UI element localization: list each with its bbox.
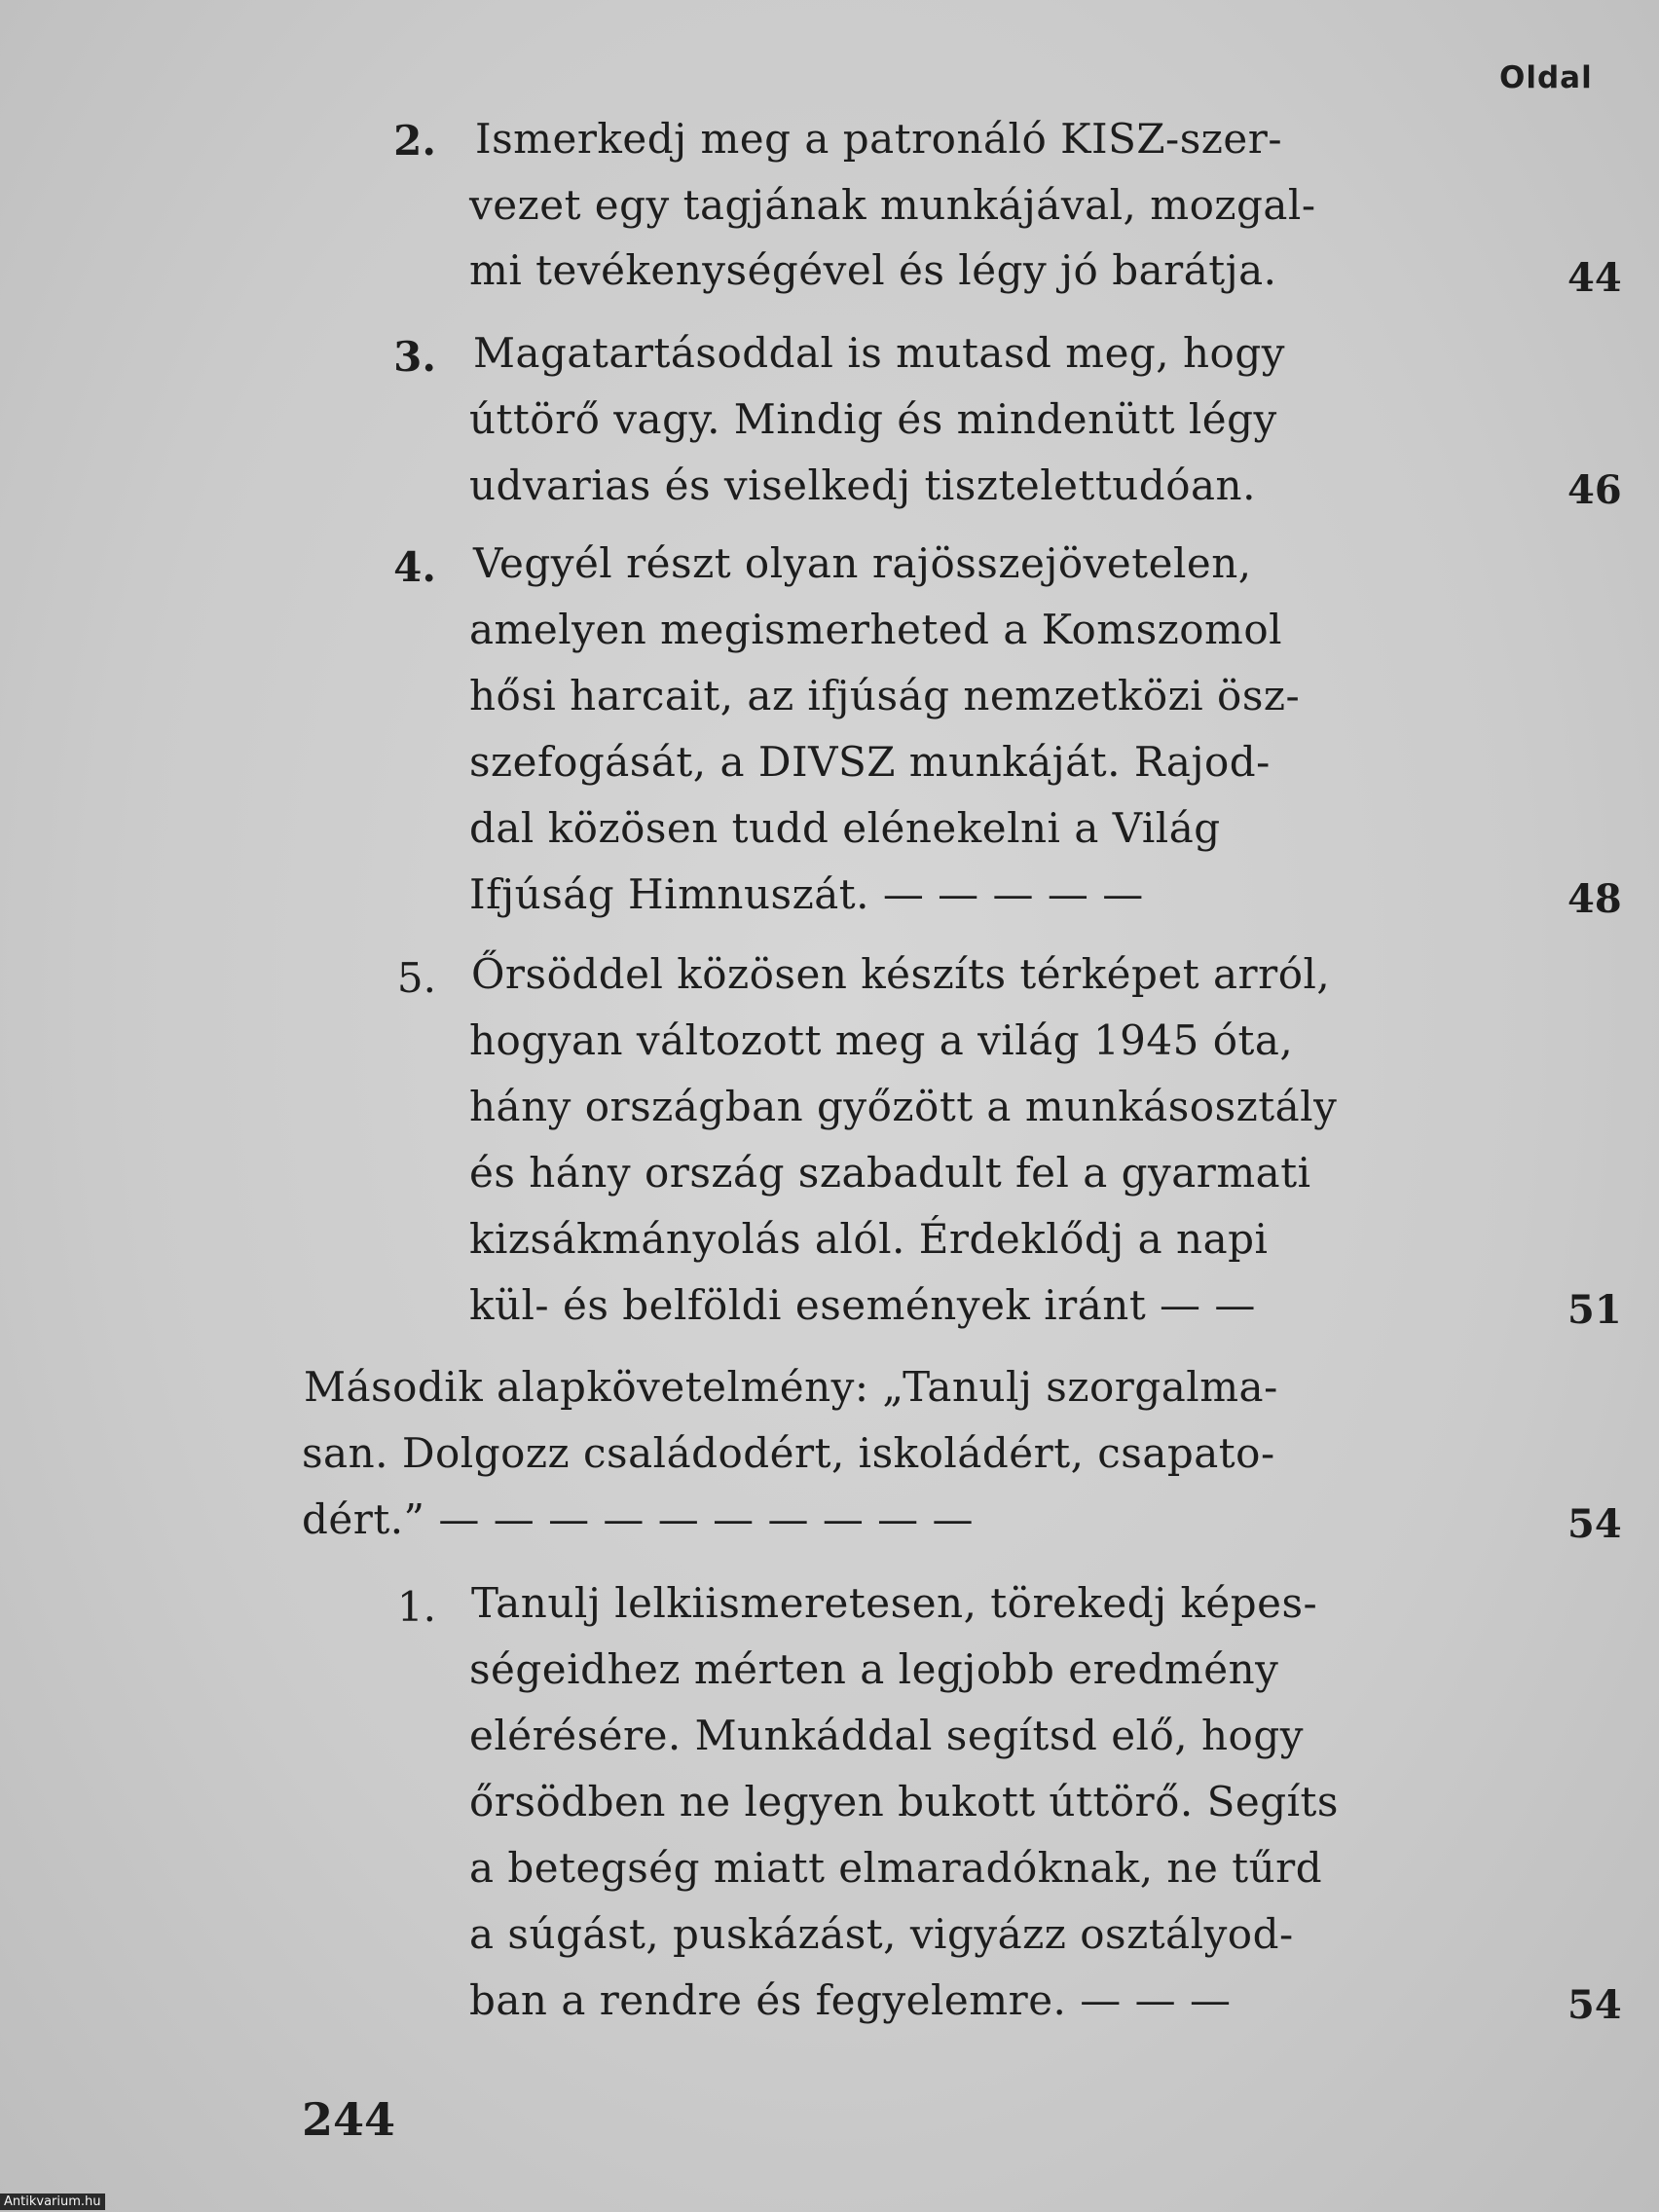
entry-page-number: 48: [1567, 876, 1622, 922]
entry-line: Tanulj lelkiismeretesen, törekedj képes-: [471, 1579, 1318, 1627]
entry-number: 1.: [396, 1583, 436, 1631]
entry-line: Ismerkedj meg a patronáló KISZ-szer-: [475, 115, 1283, 163]
entry-line: kizsákmányolás alól. Érdeklődj a napi: [469, 1215, 1269, 1263]
entry-line: amelyen megismerheted a Komszomol: [469, 606, 1283, 653]
entry-line: udvarias és viselkedj tisztelettudóan.: [469, 461, 1256, 509]
section-line: dért.” — — — — — — — — — —: [302, 1495, 975, 1543]
entry-number: 4.: [393, 543, 436, 591]
entry-line: ségeidhez mérten a legjobb eredmény: [469, 1645, 1279, 1693]
column-header-page: Oldal: [1499, 60, 1593, 95]
watermark: Antikvarium.hu: [0, 2194, 105, 2210]
entry-line: vezet egy tagjának munkájával, mozgal-: [469, 181, 1316, 229]
entry-line: kül- és belföldi események iránt — —: [469, 1281, 1256, 1329]
section-line: Második alapkövetelmény: „Tanulj szorgalma-: [304, 1363, 1278, 1411]
entry-page-number: 51: [1567, 1287, 1622, 1333]
entry-line: a betegség miatt elmaradóknak, ne tűrd: [469, 1844, 1323, 1892]
entry-number: 3.: [393, 333, 436, 381]
entry-line: hogyan változott meg a világ 1945 óta,: [469, 1016, 1294, 1064]
section-page-number: 54: [1567, 1501, 1622, 1547]
entry-line: úttörő vagy. Mindig és mindenütt légy: [469, 395, 1277, 443]
entry-page-number: 46: [1567, 467, 1622, 513]
entry-line: Ifjúság Himnuszát. — — — — —: [469, 870, 1144, 918]
entry-line: hány országban győzött a munkásosztály: [469, 1083, 1338, 1130]
entry-line: őrsödben ne legyen bukott úttörő. Segíts: [469, 1778, 1339, 1825]
entry-line: dal közösen tudd elénekelni a Világ: [469, 804, 1221, 852]
entry-page-number: 44: [1567, 255, 1622, 301]
entry-line: hősi harcait, az ifjúság nemzetközi ösz-: [469, 672, 1301, 719]
entry-line: ban a rendre és fegyelemre. — — —: [469, 1976, 1232, 2024]
entry-line: a súgást, puskázást, vigyázz osztályod-: [469, 1910, 1294, 1958]
entry-page-number: 54: [1567, 1982, 1622, 2028]
entry-number: 2.: [393, 117, 436, 165]
entry-line: elérésére. Munkáddal segítsd elő, hogy: [469, 1712, 1304, 1759]
section-line: san. Dolgozz családodért, iskoládért, csapato-: [302, 1429, 1275, 1477]
entry-line: Magatartásoddal is mutasd meg, hogy: [473, 329, 1285, 377]
entry-line: mi tevékenységével és légy jó barátja.: [469, 246, 1277, 294]
entry-line: Vegyél részt olyan rajösszejövetelen,: [473, 539, 1252, 587]
entry-line: szefogását, a DIVSZ munkáját. Rajod-: [469, 738, 1271, 786]
entry-line: és hány ország szabadult fel a gyarmati: [469, 1149, 1311, 1197]
entry-line: Őrsöddel közösen készíts térképet arról,: [471, 950, 1331, 998]
page-number: 244: [302, 2093, 396, 2146]
entry-number: 5.: [396, 954, 436, 1002]
